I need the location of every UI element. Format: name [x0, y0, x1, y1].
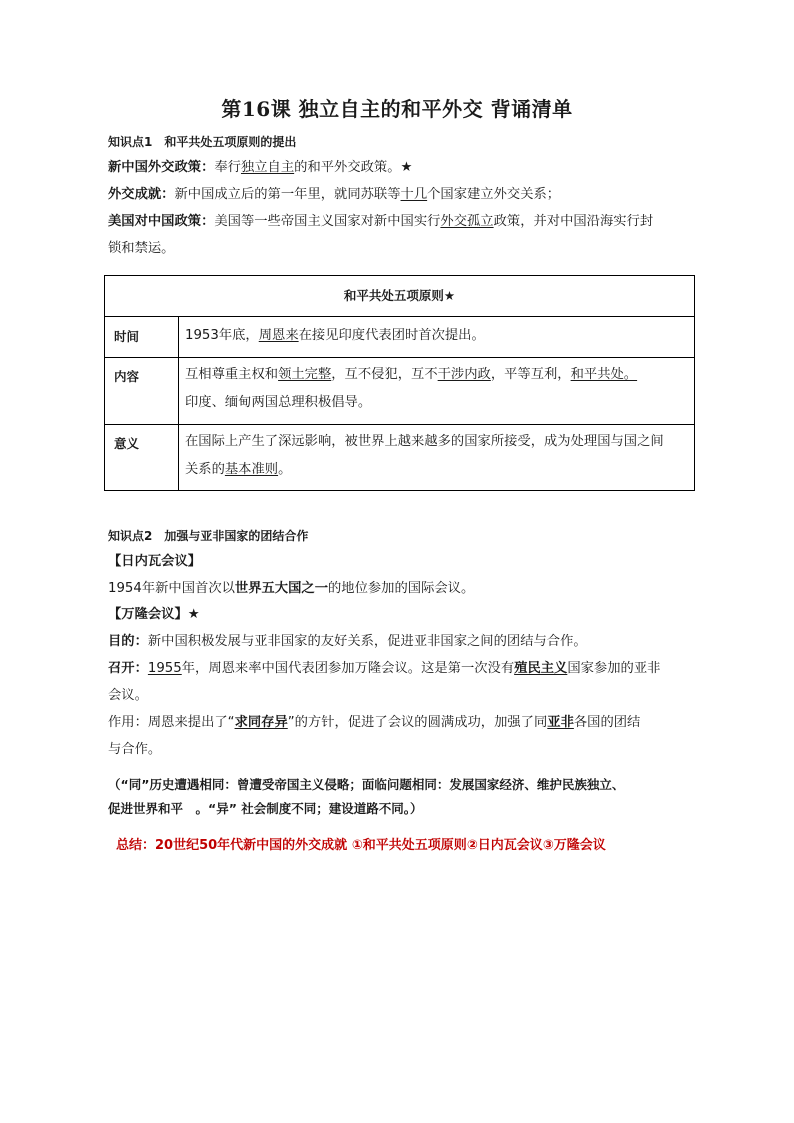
page-title: 第16课 独立自主的和平外交 背诵清单	[221, 97, 573, 121]
opening-year: 1955	[147, 661, 182, 676]
row-content-content	[185, 361, 690, 417]
geneva-text-post: 的地位参加的国际会议。	[328, 581, 475, 596]
effect-text-post: 各国的团结	[573, 715, 641, 730]
policy-text-post: 的和平外交政策。★	[294, 160, 413, 175]
significance-text-pre: 关系的	[185, 462, 225, 477]
content-keyword-coexist: 和平共处。	[570, 367, 638, 382]
effect-keyword: 求同存异	[234, 715, 288, 730]
row-content-time	[185, 322, 690, 350]
geneva-title: 【日内瓦会议】	[108, 554, 202, 569]
row-content-significance	[185, 428, 690, 484]
opening-text-post: 国家参加的亚非	[567, 661, 661, 676]
effect-text-pre: 周恩来提出了“	[147, 715, 235, 730]
achievement-label: 外交成就：	[108, 187, 175, 202]
time-keyword: 周恩来	[258, 328, 299, 343]
row-label-content: 内容	[114, 369, 140, 384]
bandung-opening	[108, 661, 708, 677]
us-policy-keyword: 外交孤立	[440, 214, 494, 229]
achievement-text-pre: 新中国成立后的第一年里，就同苏联等	[174, 187, 401, 202]
row-label-significance: 意义	[114, 436, 140, 451]
content-text-e: ，平等互利，	[490, 367, 571, 382]
policy-keyword: 独立自主	[240, 160, 295, 175]
effect-text-mid: ”的方针，促进了会议的圆满成功，加强了同	[287, 715, 548, 730]
geneva-keyword: 世界五大国之一	[234, 581, 328, 596]
table-row	[105, 316, 694, 357]
time-text-post: 在接见印度代表团时首次提出。	[298, 328, 485, 343]
policy-text-pre: 奉行	[214, 160, 241, 175]
bandung-effect-line2: 与合作。	[108, 742, 162, 757]
content-keyword-internal: 干涉内政	[437, 367, 491, 382]
bandung-opening-line2: 会议。	[108, 688, 148, 703]
us-policy-text-post: 政策，并对中国沿海实行封	[493, 214, 654, 229]
bandung-effect	[108, 715, 708, 731]
purpose-label: 目的：	[108, 634, 148, 649]
bandung-purpose	[108, 634, 708, 650]
geneva-text	[108, 581, 708, 597]
row-label-time: 时间	[114, 329, 140, 344]
kp1-us-policy-line	[108, 214, 708, 230]
kp1-policy-line	[108, 160, 708, 176]
kp1-us-policy-line2: 锁和禁运。	[108, 241, 175, 256]
note-line1: （“同”历史遭遇相同：曾遭受帝国主义侵略；面临问题相同：发展国家经济、维护民族独立、	[108, 777, 625, 792]
significance-line1: 在国际上产生了深远影响，被世界上越来越多的国家所接受，成为处理国与国之间	[185, 434, 664, 449]
content-keyword-territory: 领土完整	[278, 367, 332, 382]
achievement-text-post: 个国家建立外交关系；	[427, 187, 561, 202]
opening-text-mid: 年，周恩来率中国代表团参加万隆会议。这是第一次没有	[181, 661, 515, 676]
five-principles-table	[104, 275, 695, 491]
summary: 总结：20世纪50年代新中国的外交成就 ①和平共处五项原则②日内瓦会议③万隆会议	[116, 838, 606, 853]
content-text-c: ，互不侵犯，互不	[331, 367, 438, 382]
purpose-text: 新中国积极发展与亚非国家的友好关系，促进亚非国家之间的团结与合作。	[147, 634, 587, 649]
kp1-heading: 知识点1 和平共处五项原则的提出	[108, 135, 297, 149]
time-text-pre: 1953年底，	[185, 328, 259, 343]
opening-label: 召开：	[108, 661, 148, 676]
us-policy-label: 美国对中国政策：	[108, 214, 215, 229]
content-line1	[185, 361, 690, 389]
table-row	[105, 357, 694, 424]
significance-keyword: 基本准则	[224, 462, 279, 477]
policy-label: 新中国外交政策：	[108, 160, 215, 175]
table-row	[105, 424, 694, 491]
effect-keyword-asia-africa: 亚非	[547, 715, 574, 730]
significance-text-post: 。	[278, 462, 292, 477]
bandung-title: 【万隆会议】★	[108, 607, 200, 622]
effect-label: 作用：	[108, 715, 148, 730]
achievement-keyword: 十几	[400, 187, 428, 202]
content-line2: 印度、缅甸两国总理积极倡导。	[185, 395, 372, 410]
geneva-text-pre: 1954年新中国首次以	[108, 581, 235, 596]
kp2-heading: 知识点2 加强与亚非国家的团结合作	[108, 529, 309, 543]
note-line2: 促进世界和平 。“异” 社会制度不同；建设道路不同。）	[108, 801, 423, 816]
content-text-a: 互相尊重主权和	[185, 367, 279, 382]
significance-line2	[185, 456, 690, 484]
kp1-achievement-line	[108, 187, 708, 203]
us-policy-text-pre: 美国等一些帝国主义国家对新中国实行	[214, 214, 441, 229]
table-header: 和平共处五项原则★	[343, 288, 456, 303]
opening-keyword: 殖民主义	[514, 661, 568, 676]
